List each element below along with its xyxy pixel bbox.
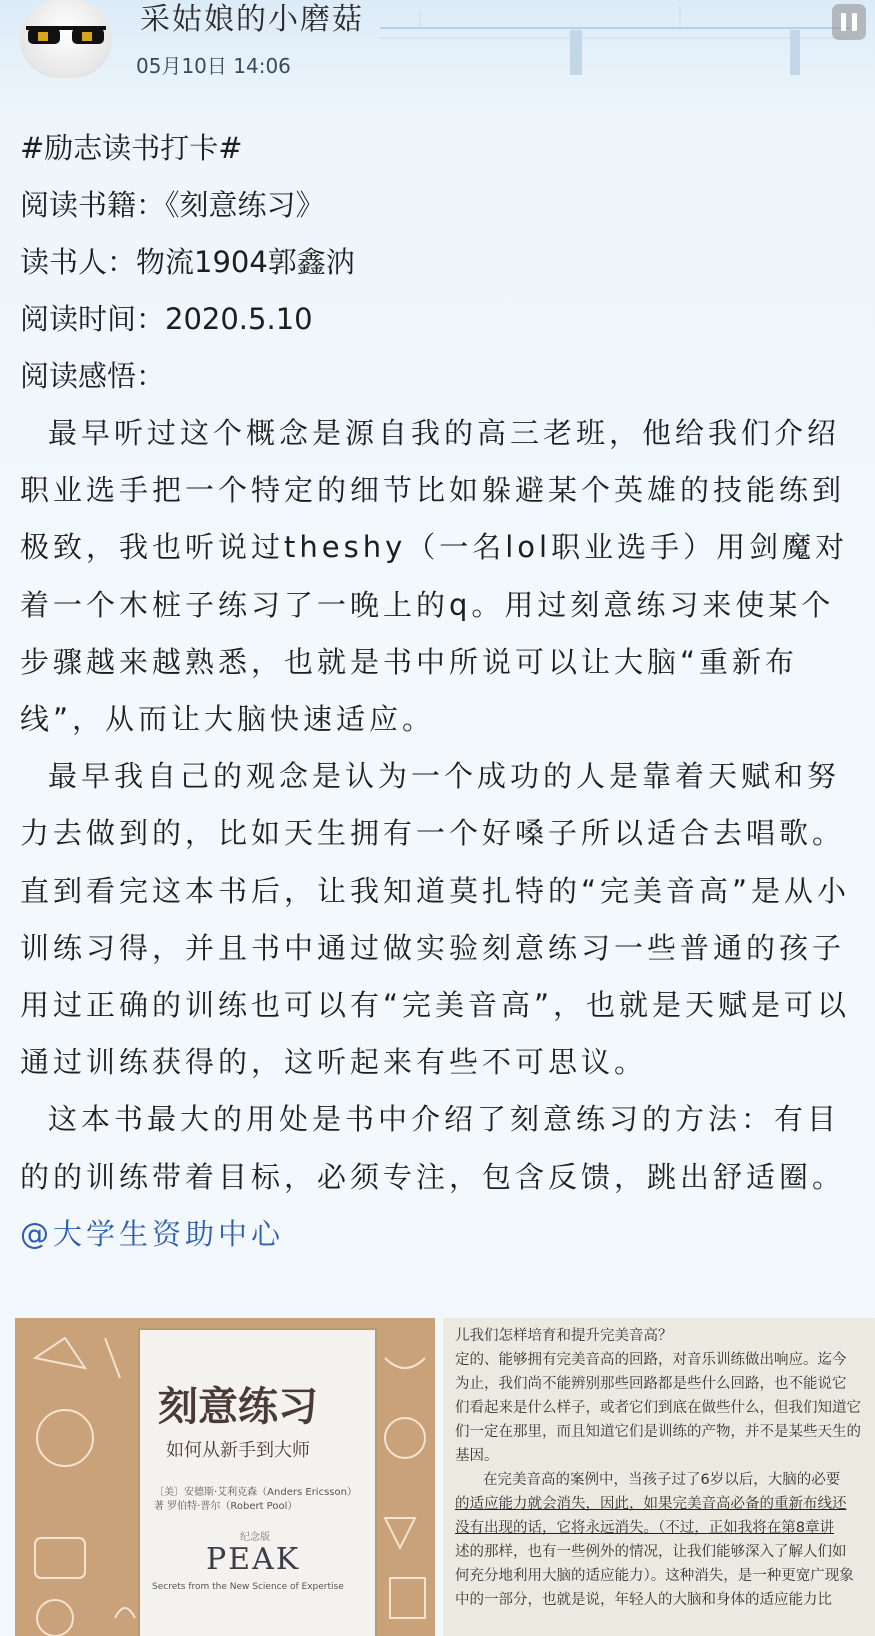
book-title: 刻意练习 [158,1384,318,1430]
post-paragraph-1: 最早听过这个概念是源自我的高三老班，他给我们介绍职业选手把一个特定的细节比如躲避某个英雄的技能练到极致，我也听说过theshy（一名lol职业选手）用剑魔对着一个木桩子练习了一晚上的q。用过刻意练习来使某个步骤越来越熟悉，也就是书中所说可以让大脑“重新布线”，从而让大脑快速适应。 [20,416,849,737]
book-page-line: 何充分地利用大脑的适应能力）。这种消失，是一种更宽广现象 [455,1568,854,1584]
book-page-line: 基因。 [455,1448,499,1464]
book-subtitle: 如何从新手到大师 [166,1440,310,1461]
book-english-subtitle: Secrets from the New Science of Expertise [152,1582,344,1592]
post-paragraph-3 [20,1091,855,1263]
post-reader-line: 读书人：物流1904郭鑫汭 [20,245,355,279]
book-english-title: PEAK [206,1542,301,1577]
post-paragraph-3-text: 这本书最大的用处是书中介绍了刻意练习的方法：有目的的训练带着目标，必须专注，包含反馈，跳出舒适圈。 [20,1102,846,1194]
sunglasses-icon [26,22,106,46]
post-book-line: 阅读书籍：《刻意练习》 [20,188,325,222]
book-page-line: 定的、能够拥有完美音高的回路，对音乐训练做出响应。迄今 [455,1352,847,1368]
post-paragraph-2: 最早我自己的观念是认为一个成功的人是靠着天赋和努力去做到的，比如天生拥有一个好嗓子所以适合去唱歌。直到看完这本书后，让我知道莫扎特的“完美音高”是从小训练习得，并且书中通过做实验刻意练习一些普通的孩子用过正确的训练也可以有“完美音高”，也就是天赋是可以通过训练获得的，这听起来有些不可思议。 [20,759,851,1080]
book-page-text [455,1324,875,1612]
background-decoration [380,0,850,90]
post-body [20,120,855,1263]
book-page-line: 述的那样，也有一些例外的情况，让我们能够深入了解人们如 [455,1544,847,1560]
book-page-line: 没有出现的话，它将永远消失。（不过，正如我将在第8章讲 [455,1520,834,1536]
book-page-line: 们一定在那里，而且知道它们是训练的产物，并不是某些天生的 [455,1424,861,1440]
post-date-line: 阅读时间：2020.5.10 [20,302,313,336]
book-page-image[interactable] [443,1318,875,1636]
book-page-line: 儿我们怎样培育和提升完美音高？ [455,1328,673,1344]
pause-button[interactable] [832,4,866,40]
pause-icon [841,13,846,31]
mention-link[interactable]: @大学生资助中心 [20,1216,285,1251]
book-cover-image[interactable] [15,1318,435,1636]
book-edition: 纪念版 [240,1532,270,1543]
avatar[interactable] [20,0,112,78]
book-page-line: 们看起来是什么样子，或者它们到底在做些什么，但我们知道它 [455,1400,861,1416]
book-page-line: 中的一部分，也就是说，年轻人的大脑和身体的适应能力比 [455,1592,832,1608]
book-authors: 〔美〕安德斯·艾利克森（Anders Ericsson）著 罗伯特·普尔（Robert Pool） [154,1487,357,1512]
book-page-line: 在完美音高的案例中，当孩子过了6岁以后，大脑的必要 [483,1472,841,1488]
post-tag[interactable]: #励志读书打卡# [20,131,243,165]
username[interactable]: 采姑娘的小磨菇 [140,2,364,37]
post-header [0,0,875,120]
post-datetime: 05月10日 14:06 [136,54,291,78]
book-page-line: 为止，我们尚不能辨别那些回路都是些什么回路，也不能说它 [455,1376,847,1392]
book-page-line: 的适应能力就会消失，因此，如果完美音高必备的重新布线还 [455,1496,847,1512]
book-cover [140,1330,375,1636]
post-reflection-heading: 阅读感悟： [20,359,166,393]
